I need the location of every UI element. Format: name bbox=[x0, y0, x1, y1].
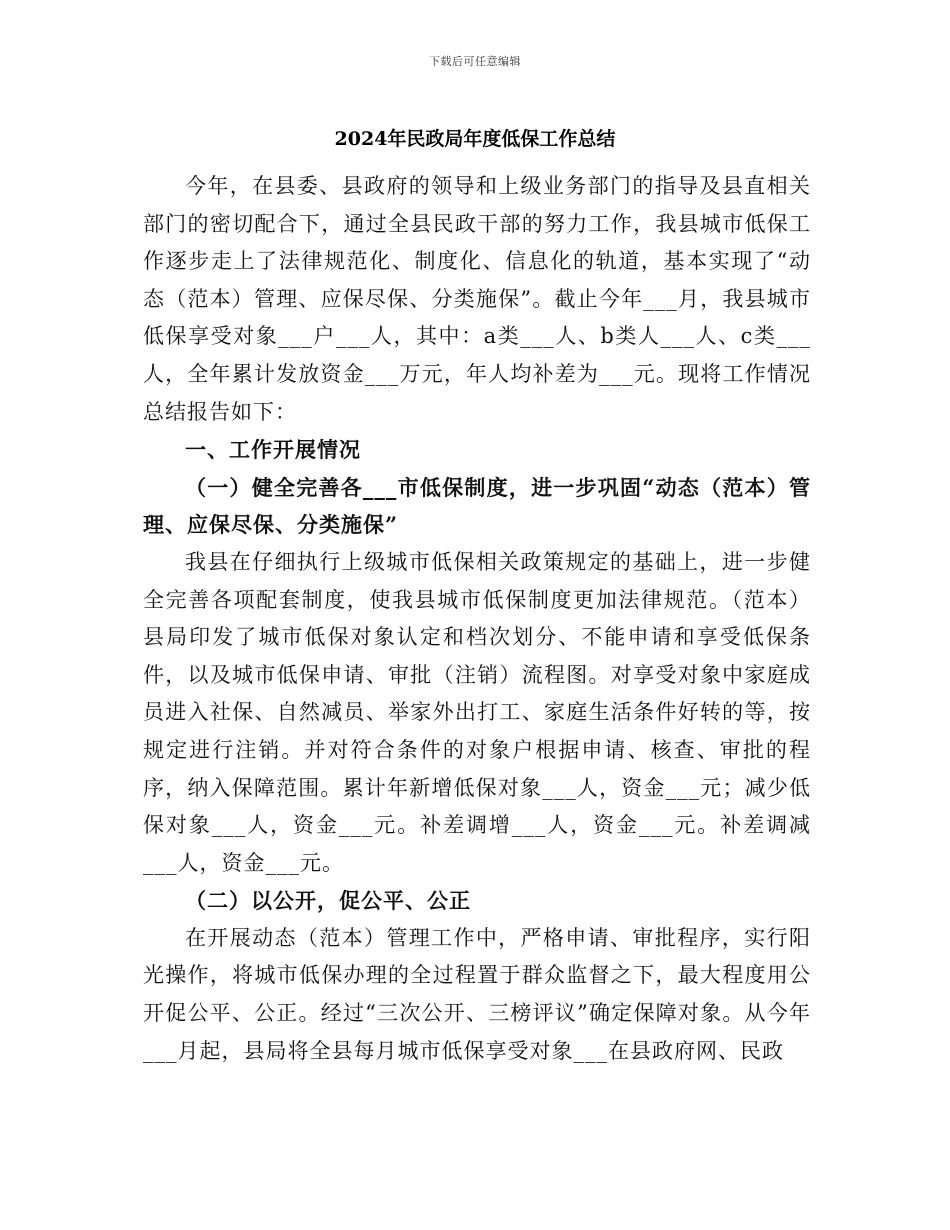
header-note: 下载后可任意编辑 bbox=[429, 55, 521, 68]
body-paragraph: 我县在仔细执行上级城市低保相关政策规定的基础上，进一步健全完善各项配套制度，使我县城市低保制度更加法律规范。（范本）县局印发了城市低保对象认定和档次划分、不能申请和享受低保条件，以及城市低保申请、审批（注销）流程图。对享受对象中家庭成员进入社保、自然减员、举家外出打工、家庭生活条件好转的等，按规定进行注销。并对符合条件的对象户根据申请、核查、审批的程序，纳入保障范围。累计年新增低保对象___人，资金___元；减少低保对象___人，资金___元。补差调增___人，资金___元。补差调减___人，资金___元。 bbox=[143, 549, 811, 875]
subsection-heading: （一）健全完善各___市低保制度，进一步巩固“动态（范本）管理、应保尽保、分类施保” bbox=[143, 474, 811, 538]
document-body bbox=[143, 168, 811, 1070]
intro-paragraph: 今年，在县委、县政府的领导和上级业务部门的指导及县直相关部门的密切配合下，通过全县民政干部的努力工作，我县城市低保工作逐步走上了法律规范化、制度化、信息化的轨道，基本实现了“动态（范本）管理、应保尽保、分类施保”。截止今年___月，我县城市低保享受对象___户___人，其中：a类___人、b类人___人、c类___人，全年累计发放资金___万元，年人均补差为___元。现将工作情况总结报告如下： bbox=[143, 174, 811, 424]
body-paragraph: 在开展动态（范本）管理工作中，严格申请、审批程序，实行阳光操作，将城市低保办理的全过程置于群众监督之下，最大程度用公开促公平、公正。经过“三次公开、三榜评议”确定保障对象。从今年___月起，县局将全县每月城市低保享受对象___在县政府网、民政 bbox=[143, 925, 811, 1063]
subsection-heading: （二）以公开，促公平、公正 bbox=[185, 888, 471, 914]
document-title: 2024年民政局年度低保工作总结 bbox=[334, 128, 616, 150]
section-heading: 一、工作开展情况 bbox=[185, 437, 361, 463]
